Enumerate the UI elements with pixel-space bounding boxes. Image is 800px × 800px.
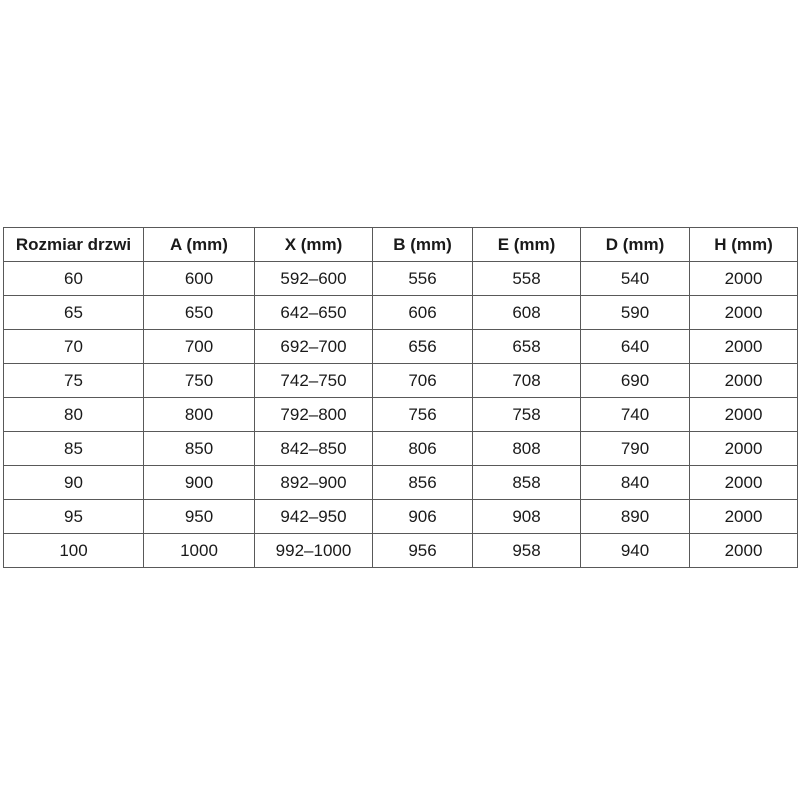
table-cell: 892–900 (255, 466, 373, 500)
table-cell: 650 (144, 296, 255, 330)
table-cell: 2000 (690, 364, 798, 398)
table-cell: 658 (473, 330, 581, 364)
table-cell: 75 (4, 364, 144, 398)
table-body (4, 262, 798, 568)
table-cell: 608 (473, 296, 581, 330)
table-cell: 592–600 (255, 262, 373, 296)
table-cell: 756 (373, 398, 473, 432)
table-cell: 692–700 (255, 330, 373, 364)
table-cell: 606 (373, 296, 473, 330)
table-cell: 558 (473, 262, 581, 296)
table-cell: 958 (473, 534, 581, 568)
table-cell: 956 (373, 534, 473, 568)
header-row (4, 228, 798, 262)
header-cell-x-mm: X (mm) (255, 228, 373, 262)
table-cell: 750 (144, 364, 255, 398)
table-cell: 80 (4, 398, 144, 432)
table-row (4, 500, 798, 534)
header-cell-a-mm: A (mm) (144, 228, 255, 262)
table-cell: 808 (473, 432, 581, 466)
table-cell: 2000 (690, 432, 798, 466)
table-cell: 806 (373, 432, 473, 466)
table-cell: 890 (581, 500, 690, 534)
table-cell: 908 (473, 500, 581, 534)
table-cell: 590 (581, 296, 690, 330)
table-cell: 706 (373, 364, 473, 398)
table-cell: 85 (4, 432, 144, 466)
table-cell: 708 (473, 364, 581, 398)
table-cell: 940 (581, 534, 690, 568)
table-cell: 856 (373, 466, 473, 500)
table-cell: 1000 (144, 534, 255, 568)
table-cell: 2000 (690, 330, 798, 364)
door-dimensions-table (3, 227, 798, 568)
table-cell: 2000 (690, 262, 798, 296)
table-cell: 70 (4, 330, 144, 364)
header-cell-d-mm: D (mm) (581, 228, 690, 262)
table-cell: 842–850 (255, 432, 373, 466)
table-cell: 800 (144, 398, 255, 432)
header-cell-b-mm: B (mm) (373, 228, 473, 262)
table-cell: 2000 (690, 296, 798, 330)
table-cell: 700 (144, 330, 255, 364)
table-cell: 60 (4, 262, 144, 296)
table-row (4, 330, 798, 364)
table-cell: 792–800 (255, 398, 373, 432)
table-row (4, 534, 798, 568)
table-cell: 540 (581, 262, 690, 296)
table-cell: 90 (4, 466, 144, 500)
table-cell: 690 (581, 364, 690, 398)
table-cell: 100 (4, 534, 144, 568)
table-cell: 2000 (690, 398, 798, 432)
table-cell: 900 (144, 466, 255, 500)
table-row (4, 432, 798, 466)
table-cell: 906 (373, 500, 473, 534)
table-cell: 556 (373, 262, 473, 296)
table-cell: 95 (4, 500, 144, 534)
table-cell: 758 (473, 398, 581, 432)
table-row (4, 296, 798, 330)
header-cell-rozmiar-drzwi: Rozmiar drzwi (4, 228, 144, 262)
table-cell: 642–650 (255, 296, 373, 330)
table-cell: 858 (473, 466, 581, 500)
table-cell: 740 (581, 398, 690, 432)
table-cell: 2000 (690, 466, 798, 500)
table-cell: 656 (373, 330, 473, 364)
table-cell: 600 (144, 262, 255, 296)
table-cell: 992–1000 (255, 534, 373, 568)
table-cell: 65 (4, 296, 144, 330)
table-cell: 640 (581, 330, 690, 364)
table-cell: 840 (581, 466, 690, 500)
table-cell: 942–950 (255, 500, 373, 534)
table-cell: 742–750 (255, 364, 373, 398)
table-cell: 950 (144, 500, 255, 534)
table-row (4, 364, 798, 398)
header-cell-e-mm: E (mm) (473, 228, 581, 262)
table-row (4, 466, 798, 500)
table-cell: 2000 (690, 500, 798, 534)
table-cell: 850 (144, 432, 255, 466)
table-cell: 790 (581, 432, 690, 466)
header-cell-h-mm: H (mm) (690, 228, 798, 262)
table-row (4, 398, 798, 432)
table-cell: 2000 (690, 534, 798, 568)
table-row (4, 262, 798, 296)
